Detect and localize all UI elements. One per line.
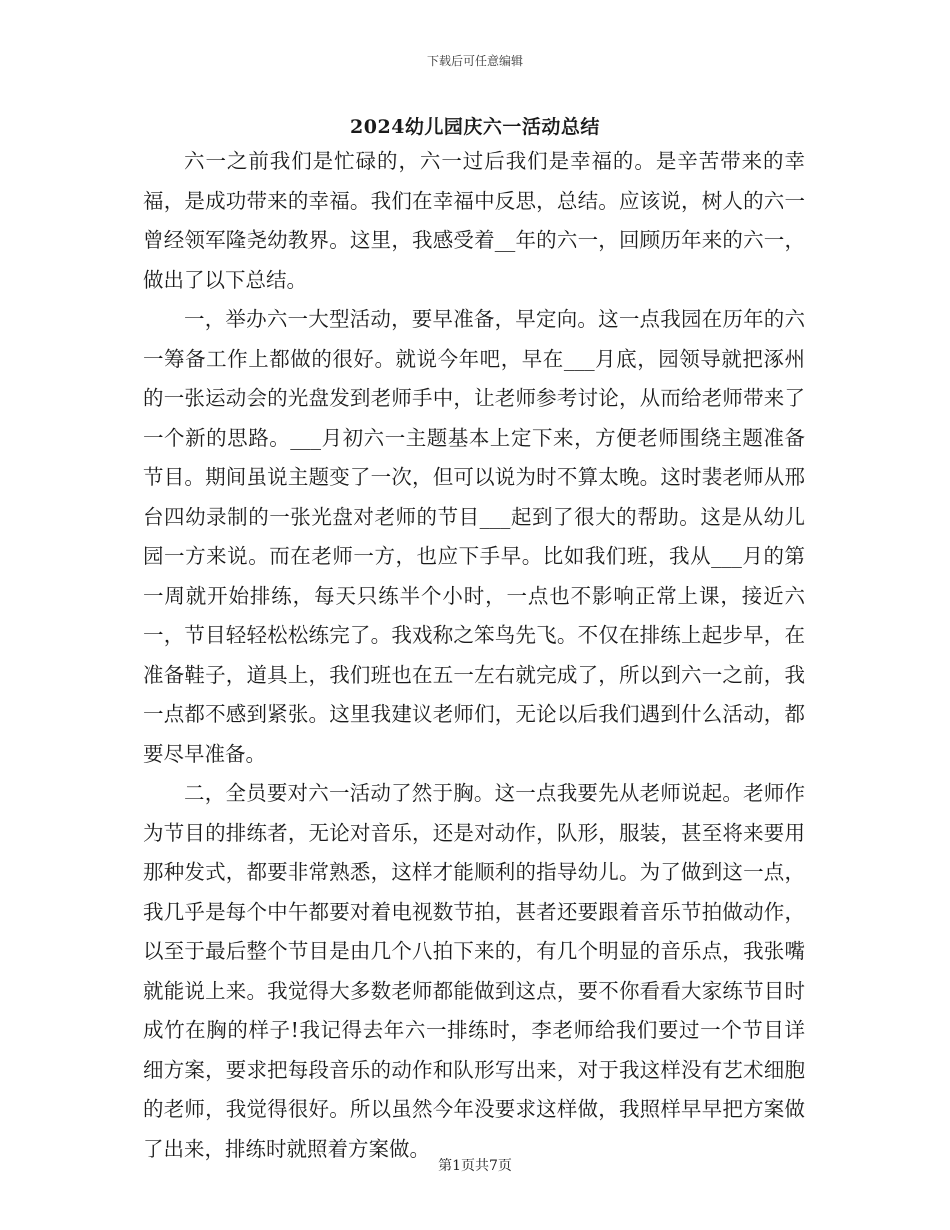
document-body xyxy=(143,142,805,1169)
document-title: 2024幼儿园庆六一活动总结 xyxy=(350,116,600,138)
page-header-note: 下载后可任意编辑 xyxy=(426,54,523,68)
paragraph-section-one: 一，举办六一大型活动，要早准备，早定向。这一点我园在历年的六一筹备工作上都做的很好。就说今年吧，早在___月底，园领导就把涿州的一张运动会的光盘发到老师手中，让老师参考讨论，从而给老师带来了一个新的思路。___月初六一主题基本上定下来，方便老师围绕主题准备节目。期间虽说主题变了一次，但可以说为时不算太晚。这时裴老师从邢台四幼录制的一张光盘对老师的节目___起到了很大的帮助。这是从幼儿园一方来说。而在老师一方，也应下手早。比如我们班，我从___月的第一周就开始排练，每天只练半个小时，一点也不影响正常上课，接近六一，节目轻轻松松练完了。我戏称之笨鸟先飞。不仅在排练上起步早，在准备鞋子，道具上，我们班也在五一左右就完成了，所以到六一之前，我一点都不感到紧张。这里我建议老师们，无论以后我们遇到什么活动，都要尽早准备。 xyxy=(143,307,805,766)
paragraph-intro: 六一之前我们是忙碌的，六一过后我们是幸福的。是辛苦带来的幸福，是成功带来的幸福。我们在幸福中反思，总结。应该说，树人的六一曾经领军隆尧幼教界。这里，我感受着__年的六一，回顾历年来的六一，做出了以下总结。 xyxy=(143,149,805,292)
paragraph-section-two: 二，全员要对六一活动了然于胸。这一点我要先从老师说起。老师作为节目的排练者，无论对音乐，还是对动作，队形，服装，甚至将来要用那种发式，都要非常熟悉，这样才能顺利的指导幼儿。为了做到这一点，我几乎是每个中午都要对着电视数节拍，甚者还要跟着音乐节拍做动作，以至于最后整个节目是由几个八拍下来的，有几个明显的音乐点，我张嘴就能说上来。我觉得大多数老师都能做到这点，要不你看看大家练节目时成竹在胸的样子!我记得去年六一排练时，李老师给我们要过一个节目详细方案，要求把每段音乐的动作和队形写出来，对于我这样没有艺术细胞的老师，我觉得很好。所以虽然今年没要求这样做，我照样早早把方案做了出来，排练时就照着方案做。 xyxy=(143,781,805,1161)
page-number-footer: 第1页共7页 xyxy=(438,1158,512,1174)
